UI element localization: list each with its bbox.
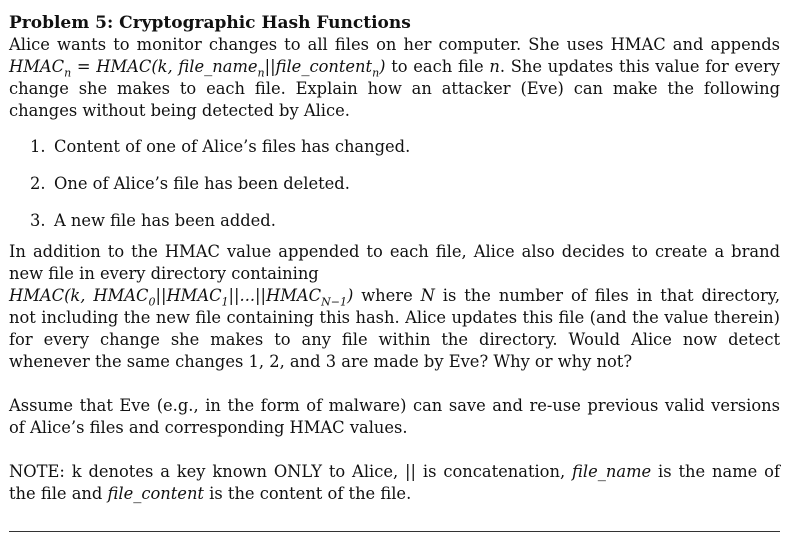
hmac-formula: $HMAC_n$ = HMAC(k, file_name$_n$||file_content$_n$) xyxy=(9,57,386,80)
var-N: N xyxy=(420,286,435,305)
term-file-content: file_content xyxy=(107,484,204,503)
spacer xyxy=(9,439,780,461)
problem-page xyxy=(9,12,780,505)
list-item: 3. A new file has been added. xyxy=(30,211,276,230)
intro-paragraph xyxy=(9,34,780,122)
problem-title: Problem 5: Cryptographic Hash Functions xyxy=(9,13,411,33)
intro-text-b: to each file xyxy=(385,57,490,76)
change-list xyxy=(9,136,780,232)
list-item: 1. Content of one of Alice’s files has changed. xyxy=(30,137,411,156)
dir-text-b: where xyxy=(353,286,421,305)
assumption-paragraph: Assume that Eve (e.g., in the form of malware) can save and re-use previous valid versions of Alice’s files and corresponding HMAC values. xyxy=(9,396,780,437)
note-paragraph: NOTE: k denotes a key known ONLY to Alice, || is concatenation, file_name is the name of the file and file_content is the content of the file. xyxy=(9,462,781,503)
intro-text-a: Alice wants to monitor changes to all files on her computer. She uses HMAC and appends xyxy=(9,35,780,54)
list-item: 2. One of Alice’s file has been deleted. xyxy=(30,174,350,193)
var-n: n xyxy=(489,57,500,76)
directory-paragraph xyxy=(9,241,780,373)
bottom-divider xyxy=(9,531,780,532)
dir-text-a: In addition to the HMAC value appended to each file, Alice also decides to create a brand new file in every directory containing xyxy=(9,242,780,283)
spacer xyxy=(9,373,780,395)
term-file-name: file_name xyxy=(572,462,652,481)
dir-text-c: is the number of files in that directory, not including the new file containing this hash. Alice updates this file (and the value therein) for every change she makes to any file within the directory. Would Alice now detect whenever the same changes 1, 2, and 3 are made by Eve? Why or why not? xyxy=(9,286,781,371)
directory-hmac-formula: HMAC(k, $HMAC_0||HMAC_1||...||HMAC_{N-1}$) xyxy=(9,286,354,309)
intro-text-c: . She updates this value for every change she makes to each file. Explain how an attacker (Eve) can make the following changes without being detected by Alice. xyxy=(9,57,780,120)
